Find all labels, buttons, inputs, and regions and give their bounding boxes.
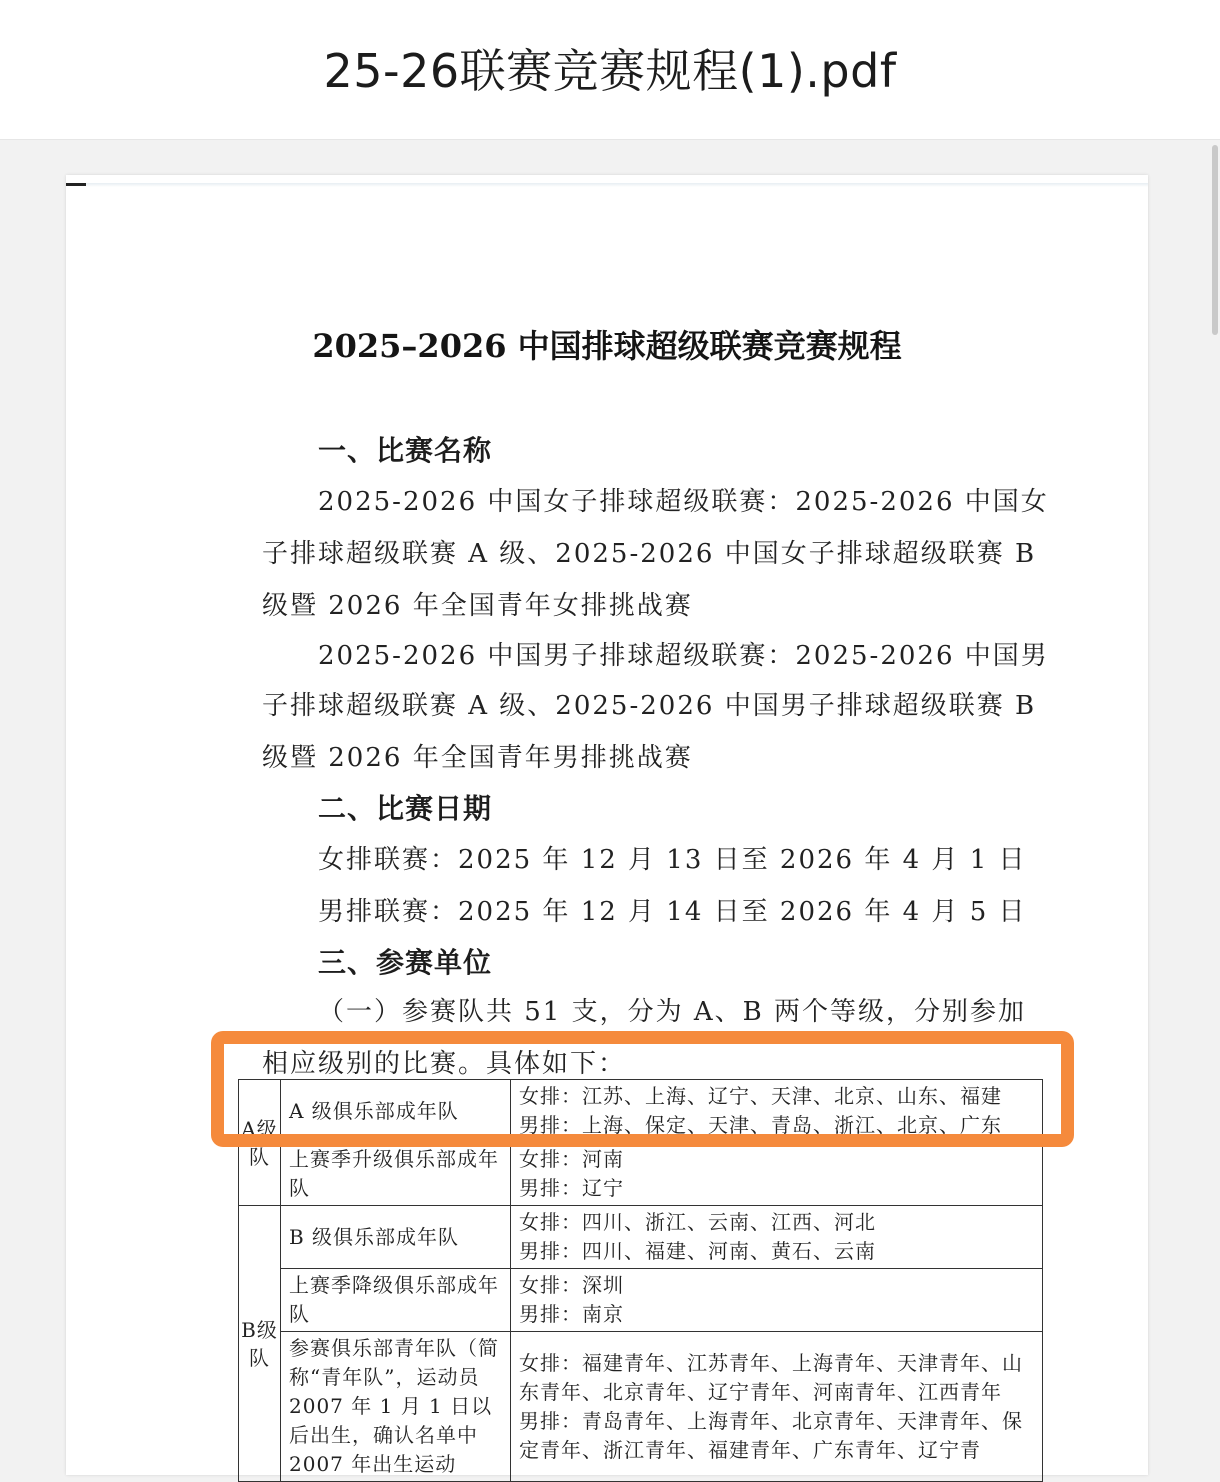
women-teams: 女排：江苏、上海、辽宁、天津、北京、山东、福建 <box>519 1084 1002 1108</box>
paragraph-line: 女排联赛：2025 年 12 月 13 日至 2026 年 4 月 1 日 <box>318 845 1027 875</box>
section-heading: 二、比赛日期 <box>318 792 493 825</box>
table-row <box>239 1332 1043 1482</box>
paragraph-line: 子排球超级联赛 A 级、2025-2026 中国女子排球超级联赛 B <box>262 539 1037 569</box>
men-teams: 男排：四川、福建、河南、黄石、云南 <box>519 1239 876 1263</box>
paragraph-line: 级暨 2026 年全国青年女排挑战赛 <box>262 591 693 621</box>
men-teams: 男排：南京 <box>519 1302 624 1326</box>
section-heading: 三、参赛单位 <box>318 946 493 979</box>
table-row <box>239 1206 1043 1269</box>
units-cell <box>511 1143 1043 1206</box>
level-cell: A级队 <box>239 1080 281 1206</box>
highlight-annotation <box>211 1031 1074 1147</box>
category-cell: B 级俱乐部成年队 <box>281 1206 511 1269</box>
scan-edge <box>86 183 1148 187</box>
women-teams: 女排：河南 <box>519 1147 624 1171</box>
level-cell: B级队 <box>239 1206 281 1482</box>
paragraph-line: 子排球超级联赛 A 级、2025-2026 中国男子排球超级联赛 B <box>262 691 1037 721</box>
scrollbar-thumb[interactable] <box>1212 145 1218 335</box>
table-row <box>239 1143 1043 1206</box>
paragraph-line: 男排联赛：2025 年 12 月 14 日至 2026 年 4 月 5 日 <box>318 897 1027 927</box>
units-cell <box>511 1269 1043 1332</box>
category-cell: 上赛季降级俱乐部成年队 <box>281 1269 511 1332</box>
pdf-page <box>66 175 1148 1475</box>
paragraph-line: 相应级别的比赛。具体如下： <box>262 1049 627 1079</box>
men-teams: 男排：青岛青年、上海青年、北京青年、天津青年、保定青年、浙江青年、福建青年、广东青年、辽宁青 <box>519 1408 1023 1462</box>
title-bar <box>0 0 1220 140</box>
section-heading: 一、比赛名称 <box>318 434 493 467</box>
men-teams: 男排：上海、保定、天津、青岛、浙江、北京、广东 <box>519 1113 1002 1137</box>
document-title: 2025–2026 中国排球超级联赛竞赛规程 <box>312 327 902 365</box>
units-cell <box>511 1332 1043 1482</box>
paragraph-line: 级暨 2026 年全国青年男排挑战赛 <box>262 743 693 773</box>
table-row <box>239 1269 1043 1332</box>
men-teams: 男排：辽宁 <box>519 1176 624 1200</box>
women-teams: 女排：深圳 <box>519 1273 624 1297</box>
file-title: 25-26联赛竞赛规程(1).pdf <box>323 43 897 98</box>
units-cell <box>511 1206 1043 1269</box>
women-teams: 女排：福建青年、江苏青年、上海青年、天津青年、山东青年、北京青年、辽宁青年、河南青年、江西青年 <box>519 1350 1023 1404</box>
paragraph-line: （一）参赛队共 51 支，分为 A、B 两个等级，分别参加 <box>318 997 1027 1027</box>
scan-mark <box>66 183 88 186</box>
category-cell: A 级俱乐部成年队 <box>281 1080 511 1143</box>
paragraph-line: 2025-2026 中国女子排球超级联赛：2025-2026 中国女 <box>318 487 1049 517</box>
category-cell: 上赛季升级俱乐部成年队 <box>281 1143 511 1206</box>
category-cell: 参赛俱乐部青年队（简称“青年队”，运动员 2007 年 1 月 1 日以后出生，确认名单中 2007 年出生运动 <box>281 1332 511 1482</box>
paragraph-line: 2025-2026 中国男子排球超级联赛：2025-2026 中国男 <box>318 641 1049 671</box>
women-teams: 女排：四川、浙江、云南、江西、河北 <box>519 1210 876 1234</box>
